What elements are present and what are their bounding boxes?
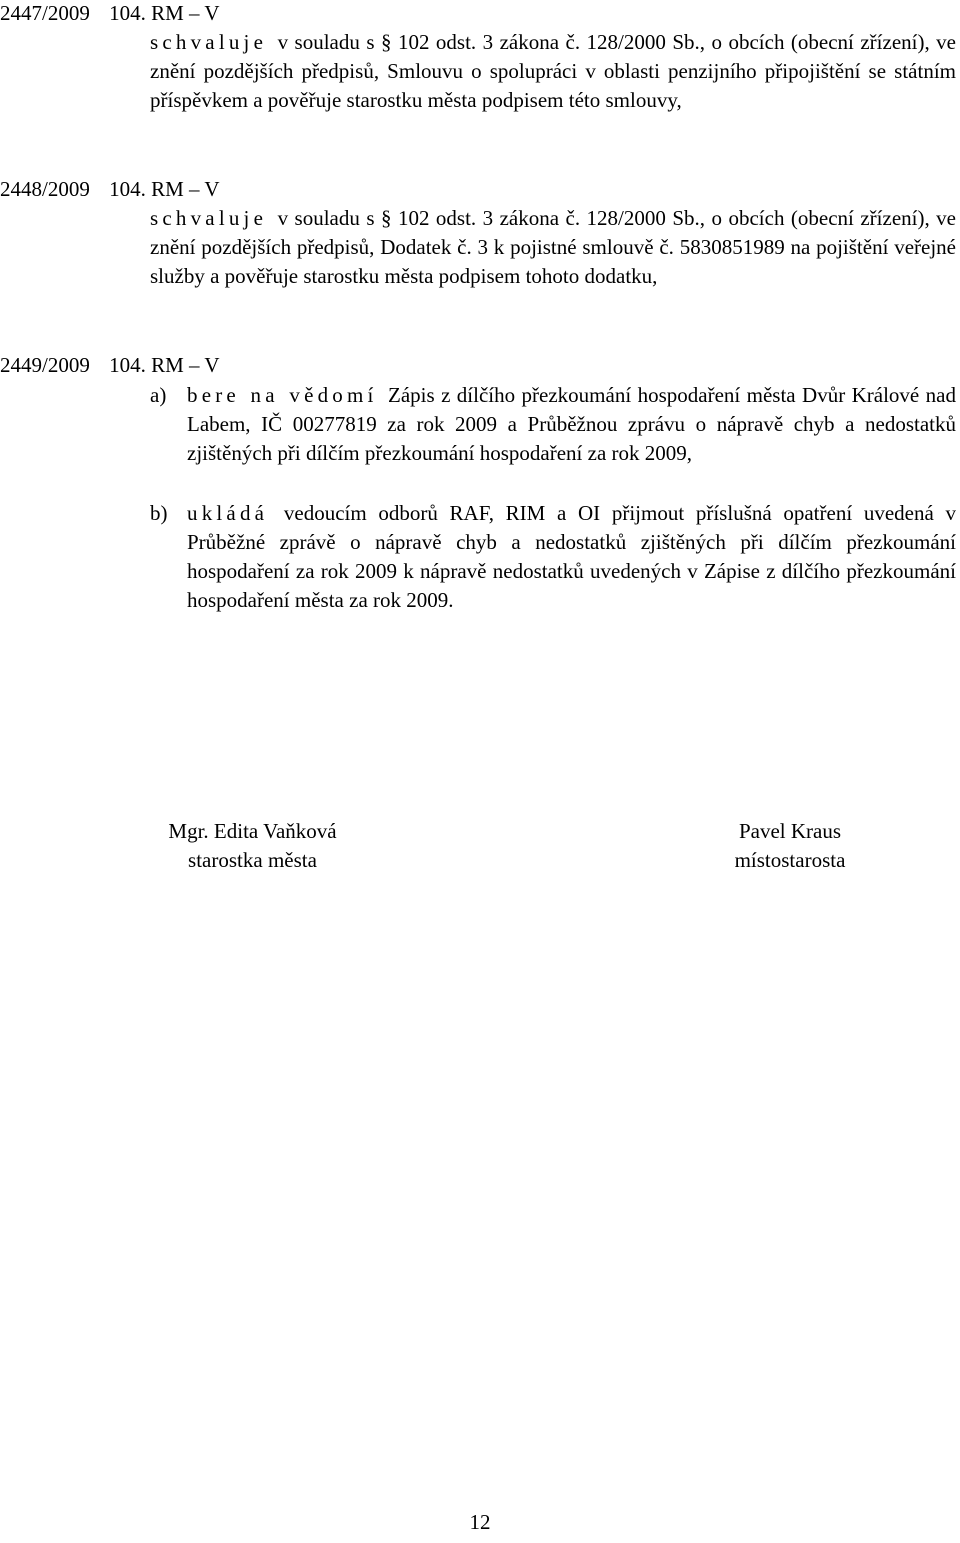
signatory-role: starostka města: [188, 848, 317, 872]
meeting-ref: 104. RM – V: [109, 177, 220, 201]
resolution-item: [150, 499, 956, 615]
resolution-text: [150, 28, 956, 115]
signature-block-mayor: [145, 817, 360, 875]
item-body: Zápis z dílčího přezkoumání hospodaření města Dvůr Králové nad Labem, IČ 00277819 za rok 2009 a Průběžnou zprávu o nápravě chyb a nedostatků zjištěných při dílčím přezkoumání hospodaření za rok 2009,: [187, 383, 956, 465]
resolution-header: [0, 0, 220, 28]
meeting-ref: 104. RM – V: [109, 1, 220, 25]
item-body: vedoucím odborů RAF, RIM a OI přijmout příslušná opatření uvedená v Průběžné zprávě o nápravě chyb a nedostatků zjištěných při dílčím přezkoumání hospodaření za rok 2009 k nápravě nedostatků uvedených v Zápise z dílčího přezkoumání hospodaření města za rok 2009.: [187, 501, 956, 612]
resolution-header: [0, 351, 220, 380]
resolution-body: v souladu s § 102 odst. 3 zákona č. 128/2000 Sb., o obcích (obecní zřízení), ve znění pozdějších předpisů, Dodatek č. 3 k pojistné smlouvě č. 5830851989 na pojištění veřejné služby a pověřuje starostku města podpisem tohoto dodatku,: [150, 206, 957, 288]
signatory-name: Mgr. Edita Vaňková: [168, 819, 337, 843]
resolution-verb: schvaluje: [150, 30, 268, 54]
resolution-body: v souladu s § 102 odst. 3 zákona č. 128/2000 Sb., o obcích (obecní zřízení), ve znění pozdějších předpisů, Smlouvu o spolupráci v oblasti penzijního připojištění se státním příspěvkem a pověřuje starostku města podpisem této smlouvy,: [150, 30, 957, 112]
resolution-text: [150, 204, 956, 291]
signatory-name: Pavel Kraus: [738, 819, 842, 843]
resolution-verb: schvaluje: [150, 206, 268, 230]
item-label: a): [150, 383, 167, 407]
meeting-ref: 104. RM – V: [109, 353, 220, 377]
resolution-number: 2447/2009: [0, 1, 90, 25]
item-text: [187, 381, 956, 468]
resolution-verb: bere na vědomí: [187, 383, 378, 407]
resolution-item: [150, 381, 956, 468]
item-label: b): [150, 501, 168, 525]
signatory-role: místostarosta: [734, 848, 846, 872]
resolution-header: [0, 175, 220, 204]
resolution-verb: ukládá: [187, 501, 269, 525]
item-text: [187, 499, 956, 615]
page-number: 12: [469, 1510, 491, 1534]
signature-block-deputy: [705, 817, 875, 875]
resolution-number: 2449/2009: [0, 353, 90, 377]
resolution-number: 2448/2009: [0, 177, 90, 201]
